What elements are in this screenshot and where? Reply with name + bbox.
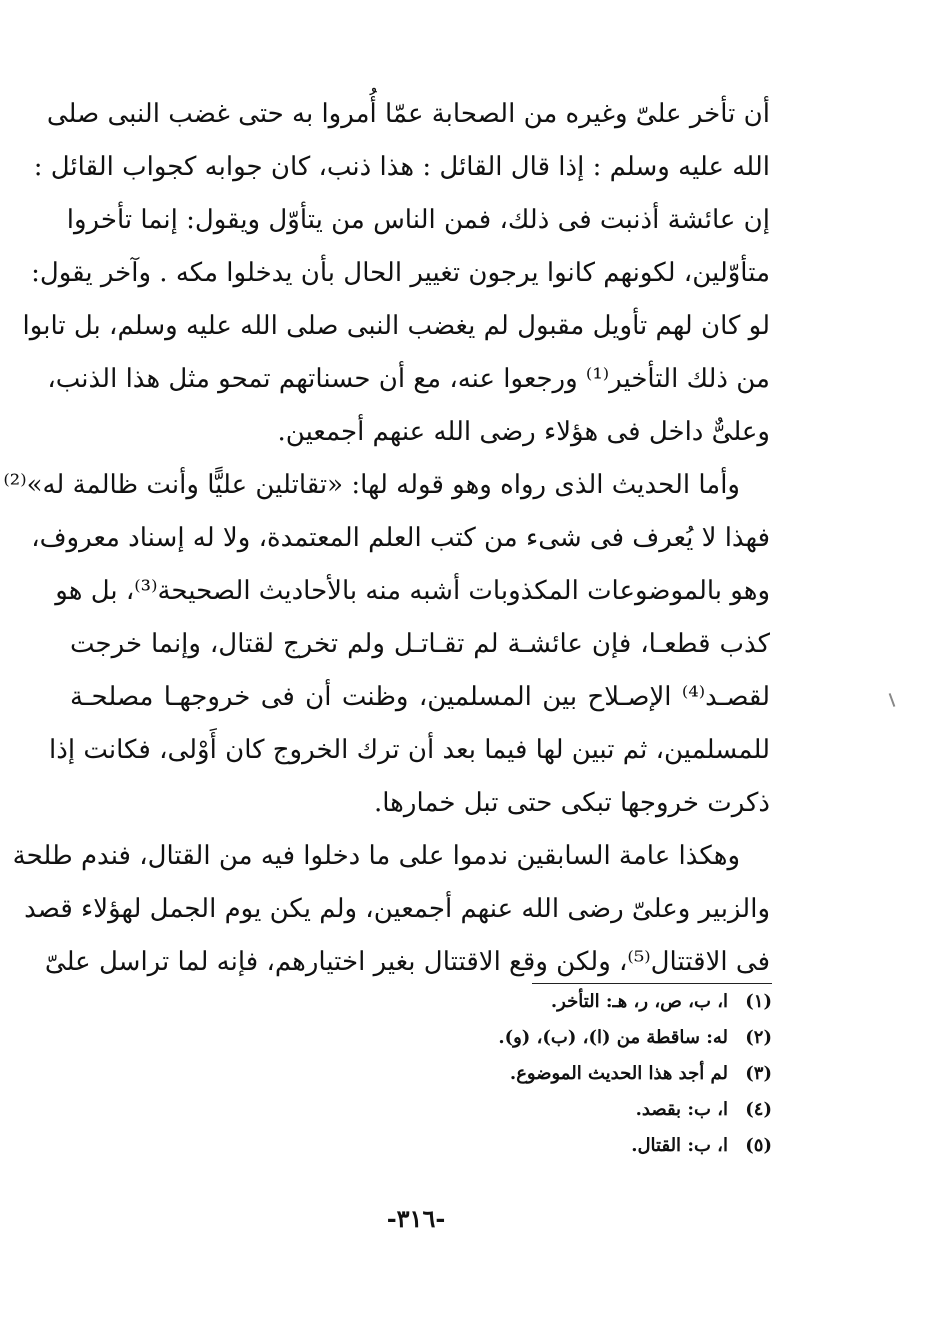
text-line: وهو بالموضوعات المكذوبات أشبه منه بالأحاديث الصحيحة⁽³⁾، بل هو — [55, 576, 770, 606]
footnote-text: لم أجد هذا الحديث الموضوع. — [509, 1063, 728, 1084]
footnote-item — [300, 1092, 772, 1128]
footnote-number: (٤) — [745, 1099, 772, 1120]
text-line: والزبير وعلىّ رضى الله عنهم أجمعين، ولم يكن يوم الجمل لهؤلاء قصد — [24, 894, 770, 924]
footnote-text: ا، ب: القتال. — [631, 1135, 728, 1156]
footnote-item — [300, 1056, 772, 1092]
scan-margin-mark — [889, 693, 896, 707]
text-line: فهذا لا يُعرف فى شىء من كتب العلم المعتمدة، ولا له إسناد معروف، — [31, 523, 770, 553]
footnote-number: (٥) — [745, 1135, 772, 1156]
text-line: كذب قطعـا، فإن عائشـة لم تقـاتـل ولم تخرج لقتال، وإنما خرجت — [70, 629, 770, 659]
text-line: الله عليه وسلم : إذا قال القائل : هذا ذنب، كان جوابه كجواب القائل : — [33, 152, 770, 182]
footnote-text: له: ساقطة من (ا)، (ب)، (و). — [498, 1027, 728, 1048]
page-number: -٣١٦- — [386, 1204, 446, 1233]
text-line: فى الاقتتال⁽⁵⁾، ولكن وقع الاقتتال بغير اختيارهم، فإنه لما تراسل علىّ — [44, 947, 770, 977]
footnote-item — [300, 1020, 772, 1056]
text-line: لو كان لهم تأويل مقبول لم يغضب النبى صلى الله عليه وسلم، بل تابوا — [22, 311, 770, 341]
text-line: متأوّلين، لكونهم كانوا يرجون تغيير الحال بأن يدخلوا مكه . وآخر يقول: — [31, 258, 770, 288]
footnote-number: (١) — [745, 991, 772, 1012]
text-line: من ذلك التأخير⁽¹⁾ ورجعوا عنه، مع أن حسناتهم تمحو مثل هذا الذنب، — [47, 364, 770, 394]
text-line: أن تأخر علىّ وغيره من الصحابة عمّا أُمروا به حتى غضب النبى صلى — [46, 99, 770, 129]
footnotes — [300, 984, 772, 1164]
text-line: ذكرت خروجها تبكى حتى تبل خمارها. — [373, 788, 770, 818]
main-text — [3, 88, 770, 989]
footnote-text: ا، ب: بقصد. — [635, 1099, 728, 1120]
text-line: للمسلمين، ثم تبين لها فيما بعد أن ترك الخروج كان أَوْلى، فكانت إذا — [49, 735, 770, 765]
text-line: لقصـد⁽⁴⁾ الإصـلاح بين المسلمين، وظنت أن فى خروجهـا مصلحـة — [70, 682, 770, 712]
footnote-item — [300, 984, 772, 1020]
footnote-item — [300, 1128, 772, 1164]
text-line: وهكذا عامة السابقين ندموا على ما دخلوا فيه من القتال، فندم طلحة — [12, 841, 740, 871]
footnote-text: ا، ب، ص، ر، هـ: التأخر. — [550, 991, 728, 1012]
text-line: إن عائشة أذنبت فى ذلك، فمن الناس من يتأوّل ويقول: إنما تأخروا — [66, 205, 770, 235]
footnote-number: (٢) — [745, 1027, 772, 1048]
text-line: وعلىٌّ داخل فى هؤلاء رضى الله عنهم أجمعين. — [277, 417, 770, 447]
footnote-number: (٣) — [745, 1063, 772, 1084]
text-line: وأما الحديث الذى رواه وهو قوله لها: «تقاتلين عليًّا وأنت ظالمة له»⁽²⁾ — [3, 470, 740, 500]
